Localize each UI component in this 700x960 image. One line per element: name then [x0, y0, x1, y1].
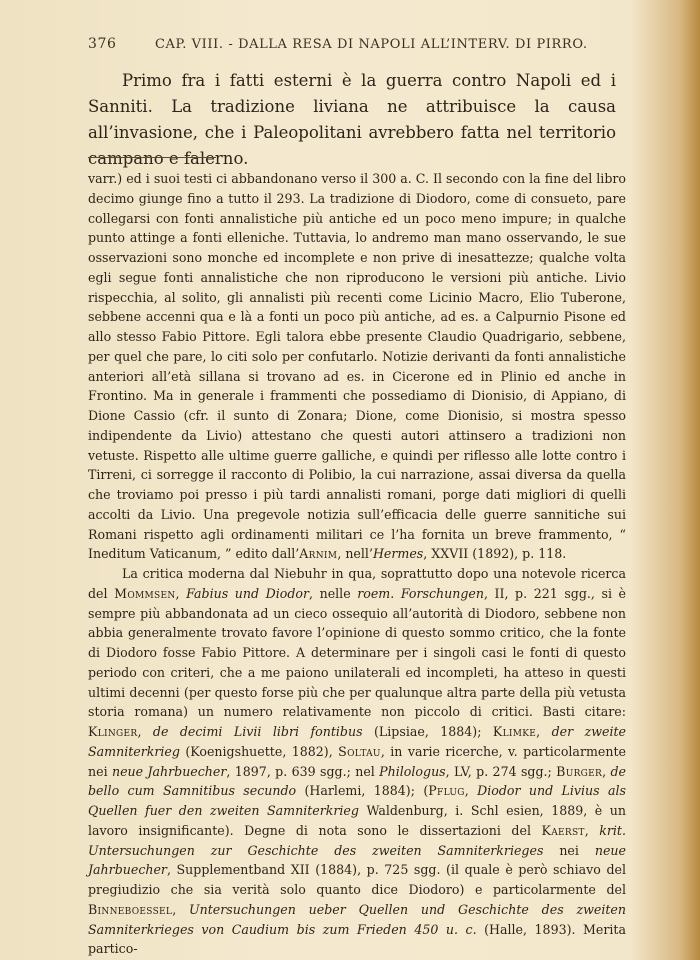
fn2-text-f: (Lipsiae, 1884);: [362, 724, 493, 739]
fn2-text-d: , II, p. 221 sgg., si è sempre più abbandonata ad un cieco ossequio all’autorità di Diodoro, sebbene non abbia generalmente trovato favore l’opinione di questo sommo critico, che la fonte di Diodoro fosse Fabio Pittore. A determinare per i singoli casi le fonti di questo periodo con criteri, che a me paiono unilaterali ed incompleti, ha atteso in questi ultimi decenni (per questo forse più che per qualunque altra parte della più vetusta storia romana) un numero relativamente non piccolo di critici. Basti citare:: [88, 585, 626, 720]
intro-paragraph: Primo fra i fatti esterni è la guerra contro Napoli ed i Sanniti. La tradizione liviana ne attribuisce la causa all’invasione, che i Paleopolitani avrebbero fatta nel territorio campano e falerno.: [88, 71, 616, 168]
page-header: [88, 36, 608, 52]
fn2-text-s: ,: [172, 901, 190, 917]
title-pflug: Diodor und Livius als Quellen fuer den zweiten Samniterkrieg: [88, 783, 626, 818]
journal-hermes: Hermes: [372, 546, 424, 562]
footnotes: [88, 169, 626, 959]
footnote-divider: [88, 157, 216, 158]
fn2-text-t: (Halle, 1893). Merita partico-: [88, 921, 626, 957]
fn2-text-a: La critica moderna dal Niebuhr in qua, soprattutto dopo una notevole ricerca del: [88, 566, 626, 601]
fn2-text-o: Waldenburg, i. Schl esien, 1889, è un lavoro insignificante). Degne di nota sono le dissertazioni del: [88, 803, 626, 838]
journal-philologus: Philologus: [379, 763, 446, 779]
footnote-paragraph-2: [88, 564, 626, 959]
journal-neue-jahrbuecher-2: neue Jahrbuecher: [88, 842, 626, 878]
author-binneboessel: Binneboessel: [88, 901, 173, 917]
title-burger: de bello cum Samnitibus secundo: [88, 763, 626, 799]
fn2-text-h: (Koenigshuette, 1882),: [179, 743, 339, 759]
fn2-text-m: (Harlemi, 1884); (: [296, 783, 429, 799]
fn2-text-l: ,: [602, 763, 611, 779]
title-forschungen: roem. Forschungen: [357, 585, 484, 601]
fn2-text-j: , 1897, p. 639 sgg.; nel: [226, 763, 380, 779]
title-klinger: de decimi Livii libri fontibus: [152, 724, 363, 739]
fn2-text-i: , in varie ricerche, v. particolarmente nei: [88, 743, 626, 779]
fn2-text-r: , Supplementband XII (1884), p. 725 sgg. (il quale è però schiavo del pregiudizio che sia verità solo quanto dice Diodoro) e particolarmente del: [88, 862, 626, 897]
footnote-paragraph-1: [88, 169, 626, 564]
title-klimke: der zweite Samniterkrieg: [88, 724, 627, 759]
author-kaerst: Kaerst: [541, 822, 585, 838]
page-number: 376: [88, 36, 117, 52]
author-soltau: Soltau: [338, 743, 381, 759]
fn2-text-q: nei: [543, 842, 595, 858]
fn1-text-c: , XXVII (1892), p. 118.: [423, 546, 567, 562]
journal-neue-jahrbuecher-1: neue Jahrbuecher: [111, 763, 227, 779]
fn1-text-b: , nell’: [337, 546, 373, 562]
fn2-text-g: ,: [536, 724, 552, 739]
author-mommsen: Mommsen: [114, 585, 176, 601]
running-head: CAP. VIII. - DALLA RESA DI NAPOLI ALL’INTERV. DI PIRRO.: [154, 37, 588, 52]
title-mommsen: Fabius und Diodor: [186, 585, 310, 601]
fn2-text-b: ,: [175, 585, 187, 601]
fn2-text-k: , LV, p. 274 sgg.;: [445, 763, 557, 779]
author-burger: Burger: [556, 763, 603, 779]
fn2-text-p: ,: [584, 822, 600, 838]
fn2-text-n: ,: [464, 783, 478, 799]
title-kaerst: krit. Untersuchungen zur Geschichte des zweiten Samniterkrieges: [88, 822, 626, 858]
author-pflug: Pflug: [428, 783, 465, 799]
fn2-text-e: ,: [137, 724, 153, 739]
author-klinger: Klinger: [88, 724, 138, 739]
fn2-text-c: , nelle: [309, 585, 358, 601]
title-binneboessel: Untersuchungen ueber Quellen und Geschichte des zweiten Samniterkrieges von Caudium bis zum Frieden 450 u. c.: [88, 901, 626, 937]
fn1-text-a: varr.) ed i suoi testi ci abbandonano verso il 300 a. C. Il secondo con la fine del libro decimo giunge fino a tutto il 293. La tradizione di Diodoro, come di consueto, pare collegarsi con fonti annalistiche più antiche ed un poco meno impure; in qualche punto attinge a fonti elleniche. Tuttavia, lo andremo man mano osservando, le sue osservazioni sono monche ed incomplete e non prive di inesattezze; qualche volta egli segue fonti annalistiche che non riproducono le versioni più antiche. Livio rispecchia, al solito, gli annalisti più recenti come Licinio Macro, Elio Tuberone, sebbene accenni qua e là a fonti un poco più antiche, ad es. a Calpurnio Pisone ed allo stesso Fabio Pittore. Egli talora ebbe presente Claudio Quadrigario, sebbene, per quel che pare, lo citi solo per confutarlo. Notizie derivanti da fonti annalistiche anteriori all’età sillana si trovano ad es. in Cicerone ed in Plinio ed anche in Frontino. Ma in generale i frammenti che possediamo di Dionisio, di Appiano, di Dione Cassio (cfr. il sunto di Zonara; Dione, come Dionisio, si mostra spesso indipendente da Livio) attestano che questi autori attinsero a tradizioni non vetuste. Rispetto alle ultime guerre galliche, e quindi per riflesso alle lotte contro i Tirreni, ci sorregge il racconto di Polibio, la cui narrazione, assai diversa da quella che troviamo poi presso i più tardi annalisti romani, porge dati migliori di quelli accolti da Livio. Una pregevole notizia sull’efficacia delle guerre sannitiche sui Romani rispetto agli ordinamenti militari ce l’ha fornita un breve frammento, “ Ineditum Vaticanum, ” edito dall’: [88, 171, 626, 562]
author-arnim: Arnim: [299, 546, 338, 562]
author-klimke: Klimke: [492, 724, 537, 739]
